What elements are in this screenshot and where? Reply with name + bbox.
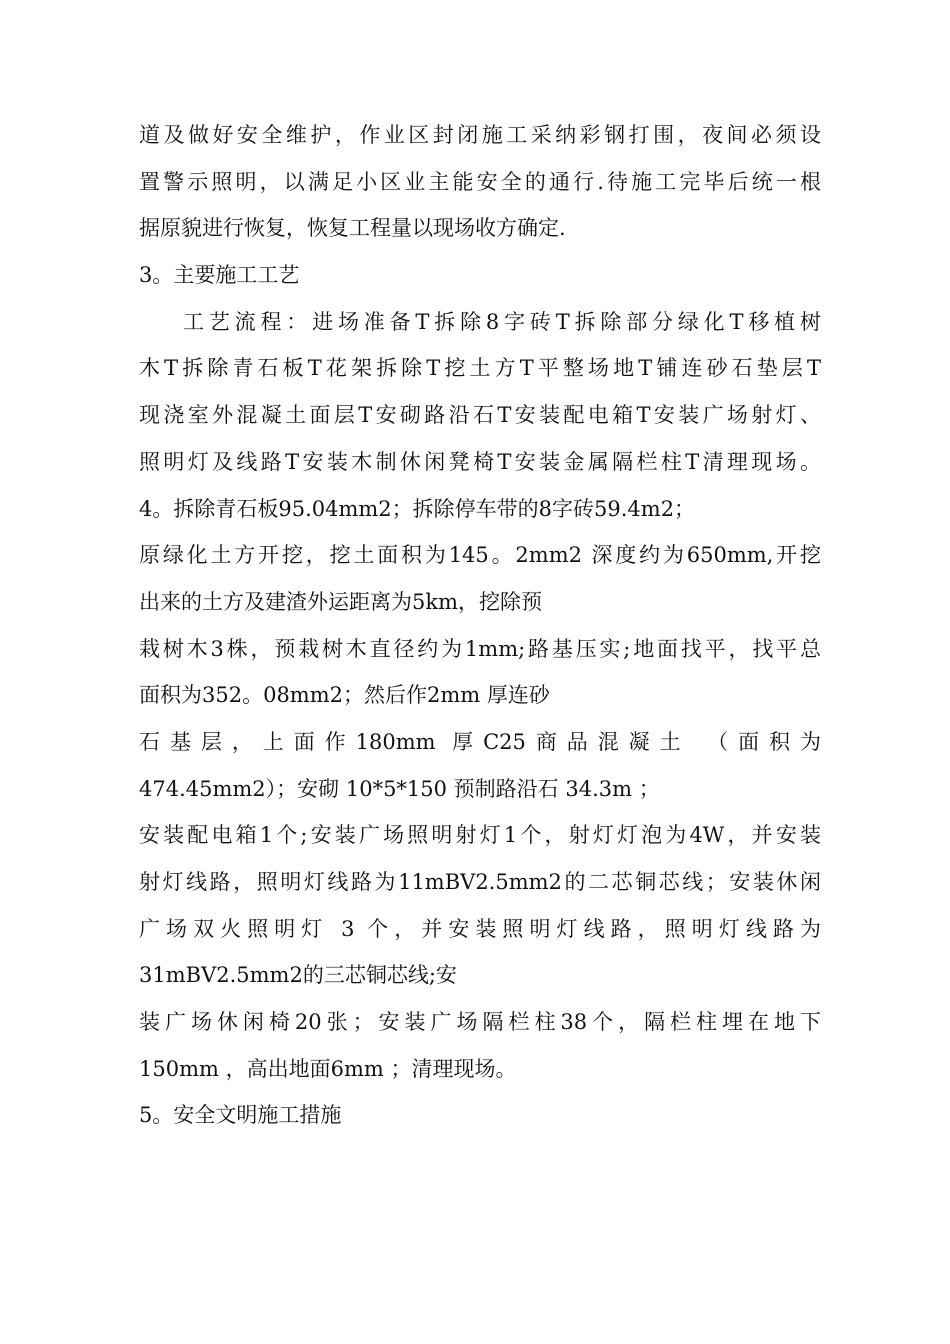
text-line-15: 474.45mm2）；安砌 10*5*150 预制路沿石 34.3m ； [139,776,660,801]
text-line-10: 原绿化土方开挖，挖土面积为145。2mm2 深度约为650mm,开挖 [139,543,821,568]
document-page [139,112,821,1139]
text-line-1: 道及做好安全维护，作业区封闭施工采纳彩钢打围，夜间必须设 [139,123,821,147]
text-line-20: 装广场休闲椅20张；安装广场隔栏柱38个，隔栏柱埋在地下 [139,1010,821,1035]
text-line-12: 栽树木3株，预栽树木直径约为1mm;路基压实;地面找平，找平总 [139,636,821,661]
text-line-3: 据原貌进行恢复，恢复工程量以现场收方确定. [139,216,566,241]
section-heading-3: 3。主要施工工艺 [139,263,300,288]
text-line-9: 4。拆除青石板95.04mm2；拆除停车带的8字砖59.4m2； [139,496,696,521]
text-line-17: 射灯线路，照明灯线路为11mBV2.5mm2的二芯铜芯线；安装休闲 [139,870,821,894]
text-line-13: 面积为352。08mm2；然后作2mm 厚连砂 [139,683,550,708]
text-line-6: 木T拆除青石板T花架拆除T挖土方T平整场地T铺连砂石垫层T [139,356,821,381]
text-line-11: 出来的土方及建渣外运距离为5km，挖除预 [139,589,542,614]
text-line-16: 安装配电箱1个;安装广场照明射灯1个，射灯灯泡为4W，并安装 [139,823,821,848]
text-line-8: 照明灯及线路T安装木制休闲凳椅T安装金属隔栏柱T清理现场。 [139,449,821,474]
text-line-18: 广场双火照明灯 3 个，并安装照明灯线路，照明灯线路为 [139,916,821,941]
text-line-19: 31mBV2.5mm2的三芯铜芯线;安 [139,963,457,988]
text-line-14: 石基层，上面作180mm 厚C25商品混凝土 （面积为 [139,729,821,754]
text-line-2: 置警示照明，以满足小区业主能安全的通行.待施工完毕后统一根 [139,169,821,194]
text-line-21: 150mm ，高出地面6mm ；清理现场。 [139,1056,517,1081]
text-line-5: 工艺流程：进场准备T拆除8字砖T拆除部分绿化T移植树 [183,309,821,334]
section-heading-5: 5。安全文明施工措施 [139,1103,342,1128]
text-line-7: 现浇室外混凝土面层T安砌路沿石T安装配电箱T安装广场射灯、 [139,403,821,428]
